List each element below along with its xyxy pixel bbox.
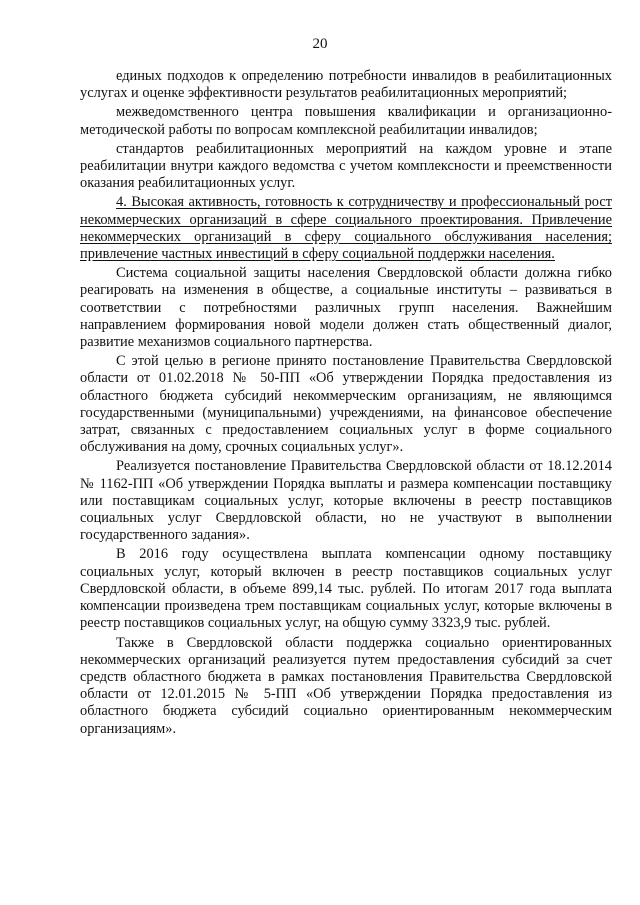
paragraph-continuation: единых подходов к определению потребности инвалидов в реабилитационных услугах и оценке эффективности результатов реабилитационных мероприятий;	[80, 68, 612, 102]
paragraph-list-item: стандартов реабилитационных мероприятий на каждом уровне и этапе реабилитации внутри каждого ведомства с учетом комплексности и преемственности оказания реабилитационных услуг.	[80, 140, 612, 192]
paragraph: Также в Свердловской области поддержка социально ориентированных некоммерческих организаций реализуется путем предоставления субсидий за счет средств областного бюджета в рамках постановления Правительства Свердловской области от 12.01.2015 № 5-ПП «Об утверждении Порядка предоставления из областного бюджета субсидий социально ориентированным некоммерческим организациям».	[80, 634, 612, 737]
page-number: 20	[312, 36, 328, 52]
paragraph: Система социальной защиты населения Свердловской области должна гибко реагировать на изменения в обществе, а социальные институты – развиваться в соответствии с потребностями различных групп населения. Важнейшим направлением формирования новой модели должен стать общественный диалог, развитие механизмов социального партнерства.	[80, 265, 612, 351]
paragraph-list-item: межведомственного центра повышения квалификации и организационно-методической работы по вопросам комплексной реабилитации инвалидов;	[80, 104, 612, 138]
paragraph: В 2016 году осуществлена выплата компенсации одному поставщику социальных услуг, который включен в реестр поставщиков социальных услуг Свердловской области, в объеме 899,14 тыс. рублей. По итогам 2017 года выплата компенсации произведена трем поставщикам социальных услуг, которые включены в реестр поставщиков социальных услуг, на общую сумму 3323,9 тыс. рублей.	[80, 546, 612, 632]
section-heading-4: 4. Высокая активность, готовность к сотрудничеству и профессиональный рост некоммерческих организаций в сфере социального проектирования. Привлечение некоммерческих организаций в сферу социального обслуживания населения; привлечение частных инвестиций в сферу социальной поддержки населения.	[80, 194, 612, 263]
document-body	[80, 68, 612, 740]
paragraph: Реализуется постановление Правительства Свердловской области от 18.12.2014 № 1162-ПП «Об утверждении Порядка выплаты и размера компенсации поставщику или поставщикам социальных услуг, которые включены в реестр поставщиков социальных услуг Свердловской области, но не участвуют в выполнении государственного задания».	[80, 458, 612, 544]
paragraph: С этой целью в регионе принято постановление Правительства Свердловской области от 01.02.2018 № 50-ПП «Об утверждении Порядка предоставления из областного бюджета субсидий некоммерческим организациям, не являющимся государственными (муниципальными) учреждениями, на финансовое обеспечение затрат, связанных с предоставлением социальных услуг в форме социального обслуживания на дому, срочных социальных услуг».	[80, 353, 612, 456]
